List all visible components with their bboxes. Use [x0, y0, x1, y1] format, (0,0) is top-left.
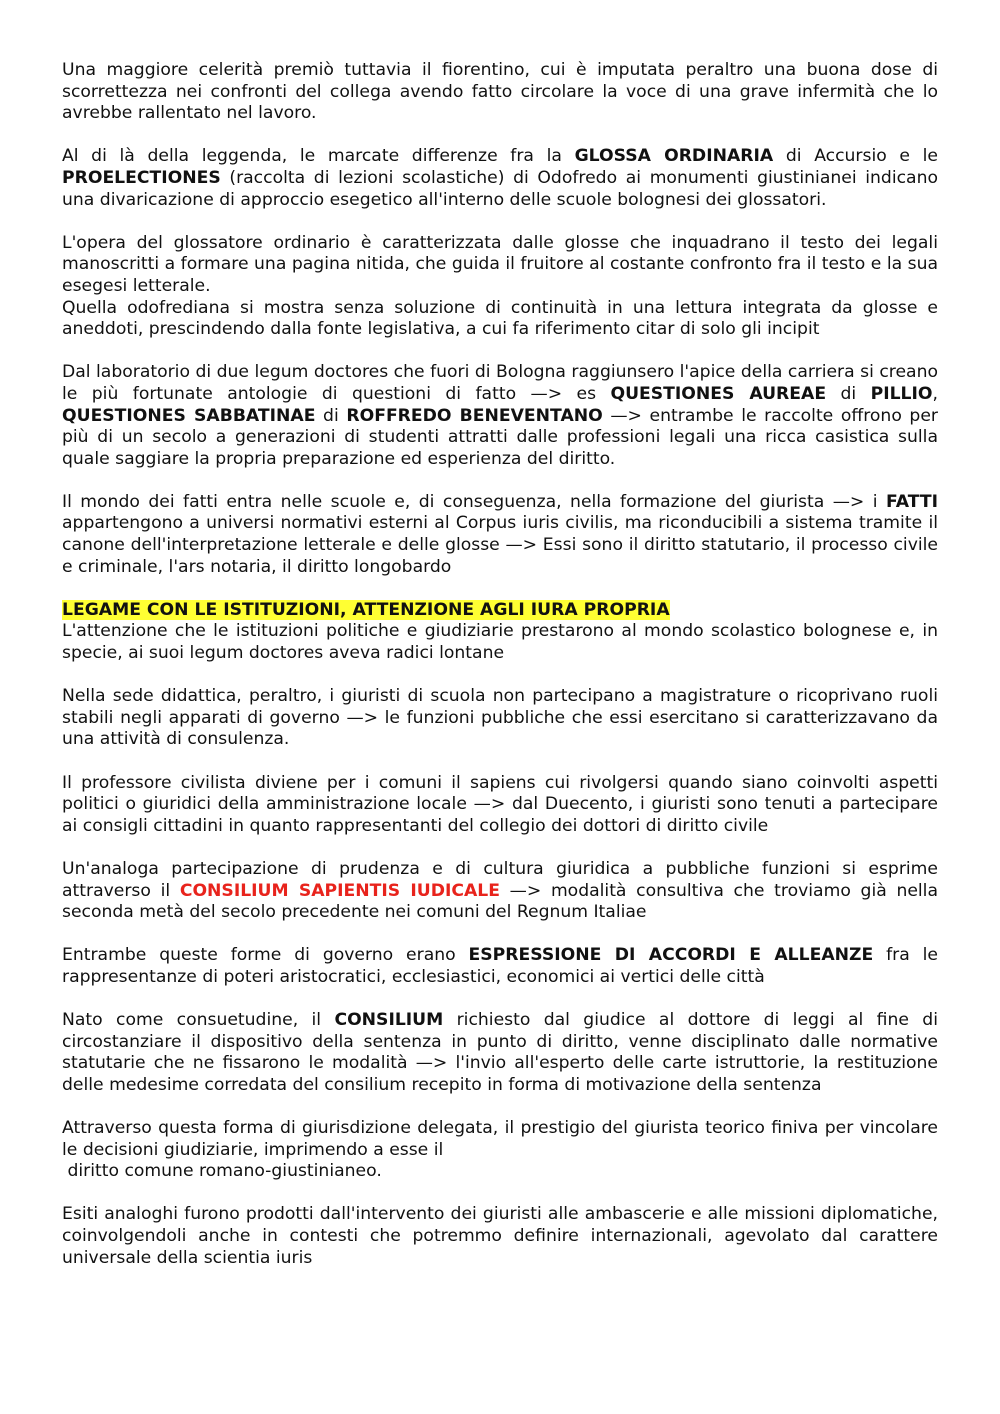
bold-term-questiones-sabbatinae: QUESTIONES SABBATINAE — [62, 405, 316, 426]
paragraph-14: Esiti analoghi furono prodotti dall'intervento dei giuristi alle ambascerie e alle missioni diplomatiche, coinvolgendoli anche in contesti che potremmo definire internazionali, agevolato dal carattere universale della scientia iuris — [62, 1204, 938, 1268]
paragraph-8: Nella sede didattica, peraltro, i giuristi di scuola non partecipano a magistrature o ricoprivano ruoli stabili negli apparati di governo —> le funzioni pubbliche che essi esercitano si caratterizzavano da una attività di consulenza. — [62, 686, 938, 750]
paragraph-12 — [62, 1010, 938, 1096]
paragraph-1: Una maggiore celerità premiò tuttavia il fiorentino, cui è imputata peraltro una buona dose di scorrettezza nei confronti del collega avendo fatto circolare la voce di una grave infermità che lo avrebbe rallentato nel lavoro. — [62, 60, 938, 124]
text-run: Entrambe queste forme di governo erano — [62, 945, 469, 966]
text-run: di — [826, 383, 871, 404]
text-run: —> entrambe le raccolte offrono per più di un secolo a generazioni di studenti attratti dalle professioni legali una ricca casistica sulla quale saggiare la propria preparazione ed esperienza del diritto. — [62, 405, 938, 469]
section-heading: LEGAME CON LE ISTITUZIONI, ATTENZIONE AGLI IURA PROPRIA — [62, 599, 670, 620]
section-heading-block — [62, 600, 938, 622]
bold-term-pillio: PILLIO — [870, 383, 933, 404]
text-run: , — [932, 383, 938, 404]
text-run: diritto comune romano-giustinianeo. — [62, 1161, 382, 1182]
bold-term-questiones-aureae: QUESTIONES AUREAE — [610, 383, 827, 404]
text-run: Nato come consuetudine, il — [62, 1010, 335, 1031]
text-run: di Accursio e le — [773, 146, 938, 167]
text-run: richiesto dal giudice al dottore di leggi al fine di circostanziare il dispositivo della sentenza in punto di diritto, venne disciplinato dalle normative statutarie che ne fissarono le modalità —> l'invio all'esperto delle carte istruttorie, la restituzione delle medesime corredata del consilium recepito in forma di motivazione della sentenza — [62, 1010, 938, 1095]
paragraph-2 — [62, 146, 938, 211]
bold-term-glossa-ordinaria: GLOSSA ORDINARIA — [574, 146, 774, 167]
paragraph-11 — [62, 945, 938, 988]
paragraph-9: Il professore civilista diviene per i comuni il sapiens cui rivolgersi quando siano coinvolti aspetti politici o giuridici della amministrazione locale —> dal Duecento, i giuristi sono tenuti a partecipare ai consigli cittadini in quanto rappresentanti del collegio dei dottori di diritto civile — [62, 772, 938, 836]
paragraph-13 — [62, 1118, 938, 1183]
paragraph-5 — [62, 362, 938, 470]
paragraph-10 — [62, 859, 938, 924]
bold-term-consilium: CONSILIUM — [334, 1010, 444, 1031]
text-run: di — [315, 405, 347, 426]
bold-term-roffredo-beneventano: ROFFREDO BENEVENTANO — [346, 405, 603, 426]
text-run: Attraverso questa forma di giurisdizione delegata, il prestigio del giurista teorico finiva per vincolare le decisioni giudiziarie, imprimendo a esse il — [62, 1118, 938, 1160]
text-run: fra le rappresentanze di poteri aristocratici, ecclesiastici, economici ai vertici delle città — [62, 945, 938, 987]
paragraph-4: Quella odofrediana si mostra senza soluzione di continuità in una lettura integrata da glosse e aneddoti, prescindendo dalla fonte legislativa, a cui fa riferimento citar di solo gli incipit — [62, 297, 938, 340]
text-run: Al di là della leggenda, le marcate differenze fra la — [62, 146, 575, 167]
text-run: Il mondo dei fatti entra nelle scuole e, di conseguenza, nella formazione del giurista —> i — [62, 491, 887, 512]
bold-term-proelectiones: PROELECTIONES — [62, 167, 221, 188]
bold-term-espressione: ESPRESSIONE DI ACCORDI E ALLEANZE — [468, 945, 874, 966]
text-run: appartengono a universi normativi esterni al Corpus iuris civilis, ma riconducibili a sistema tramite il canone dell'interpretazione letterale e delle glosse —> Essi sono il diritto statutario, il processo civile e criminale, l'ars notaria, il diritto longobardo — [62, 513, 938, 577]
text-run: Dal laboratorio di due legum doctores che fuori di Bologna raggiunsero l'apice della carriera si creano le più fortunate antologie di questioni di fatto —> es — [62, 362, 938, 404]
paragraph-7: L'attenzione che le istituzioni politiche e giudiziarie prestarono al mondo scolastico bolognese e, in specie, ai suoi legum doctores aveva radici lontane — [62, 621, 938, 664]
text-run: Un'analoga partecipazione di prudenza e di cultura giuridica a pubbliche funzioni si esprime attraverso il — [62, 858, 938, 901]
text-run: —> modalità consultiva che troviamo già nella seconda metà del secolo precedente nei comuni del Regnum Italiae — [62, 880, 938, 923]
red-term-consilium-sapientis-iudicale: CONSILIUM SAPIENTIS IUDICALE — [179, 880, 500, 901]
bold-term-fatti: FATTI — [886, 491, 938, 512]
text-run: (raccolta di lezioni scolastiche) di Odofredo ai monumenti giustinianei indicano una divaricazione di approccio esegetico all'interno delle scuole bolognesi dei glossatori. — [62, 167, 938, 210]
paragraph-3: L'opera del glossatore ordinario è caratterizzata dalle glosse che inquadrano il testo dei legali manoscritti a formare una pagina nitida, che guida il fruitore al costante confronto fra il testo e la sua esegesi letterale. — [62, 232, 938, 296]
paragraph-6 — [62, 492, 938, 578]
